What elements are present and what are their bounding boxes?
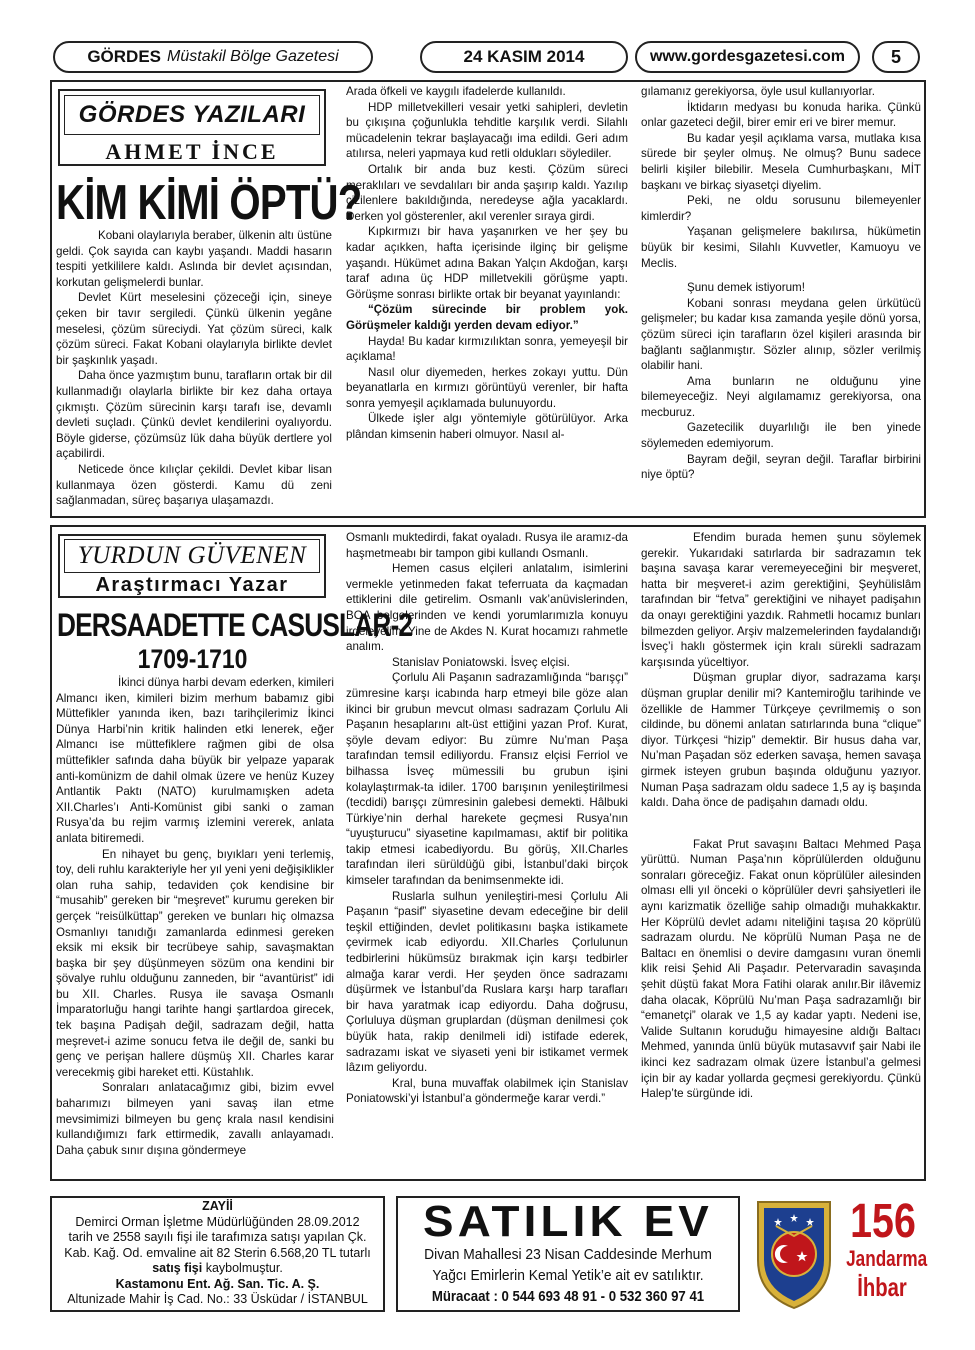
paragraph: İkinci dünya harbi devam ederken, kimileri Almancı iken, kimileri bizim merhum babamız gibi Müttefikler yanında iken, bazı tarihçilerimiz İkinci Dünya Harbi’nin kritik halinden etki lenerek, eğer Almancı ise müttefiklere rağmen gibi de olsa müttefikler safında daha büyük bir yelpaze yaparak anti-komünizm de dahil olmak üzere ve henüz Kuzey Antlantik Paktı (NATO) kurulmamışken adeta XII.Charles’ı Anti-Komünist gibi sanki o zaman Rusya’da bu rejim varmış izlemini vererek, anlata anlata bitiremedi. xyxy=(56,676,334,845)
paragraph: Ülkede işler algı yöntemiyle götürülüyor. Arka plândan kimsenin haberi olmuyor. Nasıl al- xyxy=(346,412,628,442)
ad-contact: Müracaat : 0 544 693 48 91 - 0 532 360 97 41 xyxy=(431,1288,705,1305)
paragraph: Çorlulu Ali Paşanın sadrazamlığında “barışçı” zümresine karşı icabında harp etmeyi bile göze alan ikinci bir grubun mevcut olması sadrazam Çorlulu Ali Paşanın hesaplarını alt-üst ettiğini yazan Prof. Kurat, şöyle devam ediyor: Bu zümre Nu’man Paşa tarafından temsil ediliyordu. Fransız elçisi Ferriol ve bilhassa İsveç mümessili bu grubun işini kolaylaştırmak-ta idiler. 1700 barışının yenileştirilmesi (tecdidi) barışçı zümresinin galebesi demekti. Hâlbuki Türkiye’nin derhal harekete geçmesi Rusya’nın “uyuşturucu” siyasetine kapılmaması, aktif bir politika takip etmesi icabediyordu. Bu görüş, XII.Charles tarafından ileri sürüldüğü gibi, İstanbul’daki birçok kimseler tarafından da benimsenmekte idi. xyxy=(346,671,628,888)
article1-title: KİM KİMİ ÖPTÜ? xyxy=(56,176,362,230)
paragraph: HDP milletvekilleri vesair yetki sahipleri, devletin bu çıkışına çoğunlukla tehditle karşılık verdi. Silahlı mücadelenin tekrar başlayacağı ima edildi. Geri adım atılırsa, neleri yapmaya kud retli oldukları söylediler. xyxy=(346,100,628,161)
page-number: 5 xyxy=(872,41,920,73)
paragraph: Bu kadar yeşil açıklama varsa, mutlaka kısa sürede bir şeyler olmuş. Ne olmuş? Bunu sadece belirli kişiler bilebilir. Mesela Cumhurbaşkanı, MİT başkanı ve birkaç siyasetçi diyelim. xyxy=(641,131,921,192)
paragraph: Kral, buna muvaffak olabilmek için Stanislav Poniatowski’yi İstanbul’a göndermeğe karar verdi.” xyxy=(346,1076,628,1106)
paragraph: Efendim burada hemen şunu söylemek gerekir. Yukarıdaki satırlarda bir sadrazamın tek başına savaşa karar veremeyeceğini bir meşveret, hatta bir meşveret-i azim gerektiğini, Şeyhülislâm tarafından bir “fetva” gerektiğini ve nihayet padişahın da onayı gerektiğini yazdık. Rahmetli hocamız bunları bilmezden geliyor. Arşiv malzemelerinden faydalandığı İsveç’i haklı göstermek için kralı sürekli sadrazam karşısında yüceltiyor. xyxy=(641,531,921,669)
article2-column-2 xyxy=(346,530,628,1180)
author-role: Araştırmacı Yazar xyxy=(95,574,289,596)
paragraph: Osmanlı muktedirdi, fakat oyaladı. Rusya ile aramız-da haşmetmeabı bir tampon gibi kullandı Osmanlı. xyxy=(346,531,628,560)
article1-column-1 xyxy=(56,228,332,513)
author-box xyxy=(58,534,326,598)
notice-line: tarih ve 2558 sayılı fişi ile tarafımıza satışı yapılan Çk. xyxy=(68,1230,367,1244)
paragraph: Neticede önce kılıçlar çekildi. Devlet kibar lisan kullanmaya özen gösterdi. Kamu dü zeni sağlanmadan, süreç başarıya ulaşamazdı. xyxy=(56,462,332,508)
article2-years: 1709-1710 xyxy=(138,644,248,674)
jandarma-label: İhbar xyxy=(857,1272,907,1302)
column-label-box xyxy=(58,89,326,166)
paragraph: Ruslarla sulhun yenileştiri-mesi Çorlulu Ali Paşanın “pasif” siyasetine devam edeceğine bir delil teşkil ettiğinden, devlet politikasını başka istikamete çevirmek icab ediyordu. XII.Charles Çorlulunun tedbirlerini hükümsüz bırakmak için karşı tedbirler almağa karar verdi. Her şeyden önce sadrazamı düşürmek ve İstanbul’da Ruslara karşı harp tarafları bir hava yaratmak icap ediyordu. Daha doğrusu, Çorluluya düşman gruplardan (düşman denilmesi çok büyük hata, rakip denilmeli idi) istifade ederek, sadrazamı iskat ve siyaseti yeni bir istikamet vermek lâzım geliyordu. xyxy=(346,889,628,1075)
paragraph: Düşman gruplar diyor, sadrazama karşı düşman gruplar denilir mi? Kantemiroğlu tarihinde ve özellikle de Hammer Türkçeye çevrilmemiş o son cildinde, bu dönemi anlatan satırlarında buna “clique” diyor. Türkçesi “hizip” demektir. Bir husus daha var, Nu’man Paşadan söz ederken savaşa, hemen savaşa girmek isteyen grubun başında olduğunu yazıyor. Numan Paşa sadrazam oldu sadece 1,5 ay iş başında kaldı. Daha önce de padişahın damadı oldu. xyxy=(641,671,921,810)
paragraph: Devlet Kürt meselesini çözeceği için, sineye çeken bir tavır sergiledi. Çünkü ülkenin yegâne meselesi, çözüm süreciydi. Yat çözüm süreci, kalk çözüm süreci. Fakat Kobani olaylarıyla birlikte devlet bir şaşkınlık yaşadı. xyxy=(56,291,332,367)
notice-line: Kab. Kağ. Od. emvaline ait 82 Sterin 6.568,20 TL tutarlı xyxy=(64,1245,371,1260)
article2-column-1 xyxy=(56,675,334,1180)
paragraph: Yaşanan gelişmelere bakılırsa, hükümetin büyük bir kesimi, Silahlı Kuvvetler, Kamuoyu ve Meclis. xyxy=(641,225,921,270)
paragraph: Kobani sonrası meydana gelen ürkütücü gelişmeler; bu kadar kısa zamanda yeşile dönü yorsa, çözüm süreci için tarafların özel kişileri arasında bir bağlantı sağlanmıştır. Sözler alınıp, sözler verilmiş olabilir hani. xyxy=(641,296,921,373)
paragraph: Ama bunların ne olduğunu yine bilemeyeceğiz. Neyi algılamamız gerekiyorsa, ona mecburuz. xyxy=(641,374,921,419)
paragraph: Nasıl olur diyemeden, herkes zokayı yuttu. Dün beyanatlarla en kırmızı görüntüyü verenler, bir hafta sonra yemyeşil açıklamada bulunuyordu. xyxy=(346,365,628,410)
column-label: GÖRDES YAZILARI xyxy=(64,95,320,135)
jandarma-seal-icon xyxy=(750,1196,838,1312)
paragraph: gılamanız gerekiyorsa, öyle usul kullanıyorlar. xyxy=(641,85,875,98)
paper-subtitle: Müstakil Bölge Gazetesi xyxy=(167,48,339,65)
article1-column-3 xyxy=(641,84,921,514)
paragraph: Peki, ne oldu sorusunu bilemeyenler kimlerdir? xyxy=(641,194,921,223)
paper-name: GÖRDES xyxy=(87,47,162,66)
notice-bold: satış fişi xyxy=(152,1261,203,1275)
paragraph: Fakat Prut savaşını Baltacı Mehmed Paşa yürüttü. Numan Paşa’nın köprülülerden olduğunu sonraları göreceğiz. Fakat onun köprülüler ailesinden olması elli yıl önceki o köprülüler devri şahsiyetleri ile aynı karizmatik özelliğe sahip olmadığı muhakkaktır. Her Köprülü devlet adamı niteliğini taşısa 20 köprülü sadrazam olurdu. Ne köprülü Numan Paşa ne de Baltacı en önemlisi o devire damgasını vuran önemli klik reisi Şehid Ali Paşadır. Petervaradin savaşında şehit düştü fakat Mora Fatihi olarak anılır.Bir ilâvemiz daha olacak, Köprülü Nu’man Paşa sadrazamlığı bir “emanetçi” olarak ve 1,5 ay kadar yaptı. Nedeni ise, Valide Sultanın koruduğu himayesine aldığı Baltacı Mehmed, yanında ünlü büyük mutasavvıf şair Nabi ile ikinci kez sadrazam olmak üzere İstanbul’a gelmesi için bir ay kadar yollarda geçmesi gerekiyordu. Çünkü Halep’te sürgünde idi. xyxy=(641,837,921,1101)
article2-years-wrap xyxy=(54,644,332,674)
jandarma-ad xyxy=(750,1196,926,1312)
issue-date: 24 KASIM 2014 xyxy=(420,41,628,73)
author-name: AHMET İNCE xyxy=(105,139,279,164)
notice-title: ZAYİİ xyxy=(202,1199,233,1213)
paragraph: Stanislav Poniatowski. İsveç elçisi. xyxy=(392,655,570,669)
paragraph: Bayram değil, seyran değil. Taraflar birbirini niye öptü? xyxy=(641,452,921,482)
paragraph: Daha önce yazmıştım bunu, tarafların ortak bir dil kullanmadığı olaylarla birlikte bir kez daha ortaya çıkmıştı. Çözüm sürecinin karşı tarafı ise, devamlı devleti suçladı. Çünkü devlet kendilerini oyalıyordu. Böyle giderse, çözümsüz lük daha büyük dertlere yol açabilirdi. xyxy=(56,369,332,461)
notice-address: Altunizade Mahir İş Cad. No.: 33 Üsküdar / İSTANBUL xyxy=(67,1292,368,1306)
paragraph: Arada öfkeli ve kaygılı ifadelerde kullanıldı. xyxy=(346,85,566,98)
paragraph: Kobani olaylarıyla beraber, ülkenin altı üstüne geldi. Çok sayıda can kaybı yaşandı. Maddi hasarın tespiti yetkililere kaldı. Aslında bir devlet açısından, korkutan gelişmelerdi bunlar. xyxy=(56,229,332,289)
lost-notice xyxy=(50,1196,385,1312)
masthead xyxy=(53,41,373,73)
notice-line: Demirci Orman İşletme Müdürlüğünden 28.09.2012 xyxy=(75,1214,360,1229)
paragraph: Şunu demek istiyorum! xyxy=(687,281,805,295)
paragraph: İktidarın medyası bu konuda harika. Çünkü onlar gazeteci değil, birer emir eri ve birer memur. xyxy=(641,100,921,130)
author-name: YURDUN GÜVENEN xyxy=(64,539,320,573)
paragraph: Hayda! Bu kadar kırmızılıktan sonra, yemeyeşil bir açıklama! xyxy=(346,334,628,364)
notice-line-rest: kaybolmuştur. xyxy=(202,1261,283,1275)
paragraph: Ortalık bir anda buz kesti. Çözüm süreci meraklıları ve sevdalıları bir anda şaşırıp kaldı. Yazılıp çizilenlere bakıldığında, neredeyse ağla yacaklardı. Derken yol gösterenler, akıl verenler sıraya girdi. xyxy=(346,162,628,223)
ad-line: Divan Mahallesi 23 Nisan Caddesinde Merhum xyxy=(424,1246,712,1263)
jandarma-number: 156 xyxy=(850,1195,916,1248)
paragraph: Kıpkırmızı bir hava yaşanırken ve her şey bu kadar açıkken, hafta içerisinde ilginç bir gelişme yaşandı. Hükümet adına Bakan Yalçın Akdoğan, karşı taraf adına üç HDP milletvekili görüşme yaptı. Görüşme sonrası birlikte ortak bir beyanat yayınlandı: xyxy=(346,225,628,301)
article2-column-3 xyxy=(641,530,921,1180)
ad-line: Yağcı Emirlerin Kemal Yetik’e ait ev satılıktır. xyxy=(432,1267,704,1284)
notice-line xyxy=(52,1261,383,1277)
notice-company: Kastamonu Ent. Ağ. San. Tic. A. Ş. xyxy=(115,1276,320,1291)
quote: “Çözüm sürecinde bir problem yok. Görüşmeler kaldığı yerden devam ediyor.” xyxy=(346,303,628,332)
article2-title: DERSAADETTE CASUSLAR-2 xyxy=(57,607,413,643)
paragraph: Gazetecilik duyarlılığı ile ben yinede söylemeden edemiyorum. xyxy=(641,421,921,451)
paragraph: Hemen casus elçileri anlatalım, isimlerini vermekle yetinmeden fakat teferruata da kaçmadan ettiklerini dile getirelim. Osmanlı vak’anüvislerinden, BOA belgelerinden ve kendi yorumlarımızla konuyu irdeleyelim. Yine de Akdes N. Kurat hocamızı rahmetle analım. xyxy=(346,562,628,654)
website-link[interactable]: www.gordesgazetesi.com xyxy=(635,41,860,73)
article1-column-2 xyxy=(346,84,628,514)
paragraph: En nihayet bu genç, bıyıkları yeni terlemiş, toy, deli ruhlu karakteriyle her yıl yeni yeni değişiklikler olan ruha sahip, tedaviden çok kendisine bir “musahib” gereken bir “meşrevet” kurumu gereken bir gerçek “reisülküttap” gereken ve bunları hiç olmazsa Osmanlıyı tanıdığı zamanlarda edinmesi gereken eksik mi eksik bir tecrübeye sahip, savaşmaktan başka bir şey düşünmeyen sözüm ona kendini bir şövalye ruhlu olduğunu zanneden, bir “avantürist” idi bu XII. Charles. Rusya ile savaşa Osmanlı İmparatorluğu hangi tarihte hangi şartlardoa girecek, tek başına Padişah değil, sadrazam değil, hatta meşrevet-i azime sonucu fetva ile değil de, sanki bu genç ve perişan hallere düşmüş XII. Charles karar verecekmiş gibi hareket etti. Küstahlık. xyxy=(56,847,334,1079)
for-sale-ad xyxy=(396,1196,740,1312)
jandarma-name: Jandarma xyxy=(846,1246,928,1271)
paragraph: Sonraları anlatacağımız gibi, bizim evvel baharımızı bilmeyen yani savaş ilan etme mevsimimizi bilmeyen bu genç krala nasıl kendisini kullandığımızı fark ettirmedik, zavallı anlayamadı. Daha çabuk sınır dışına göndermeye xyxy=(56,1081,334,1157)
ad-title: SATILIK EV xyxy=(423,1197,713,1246)
